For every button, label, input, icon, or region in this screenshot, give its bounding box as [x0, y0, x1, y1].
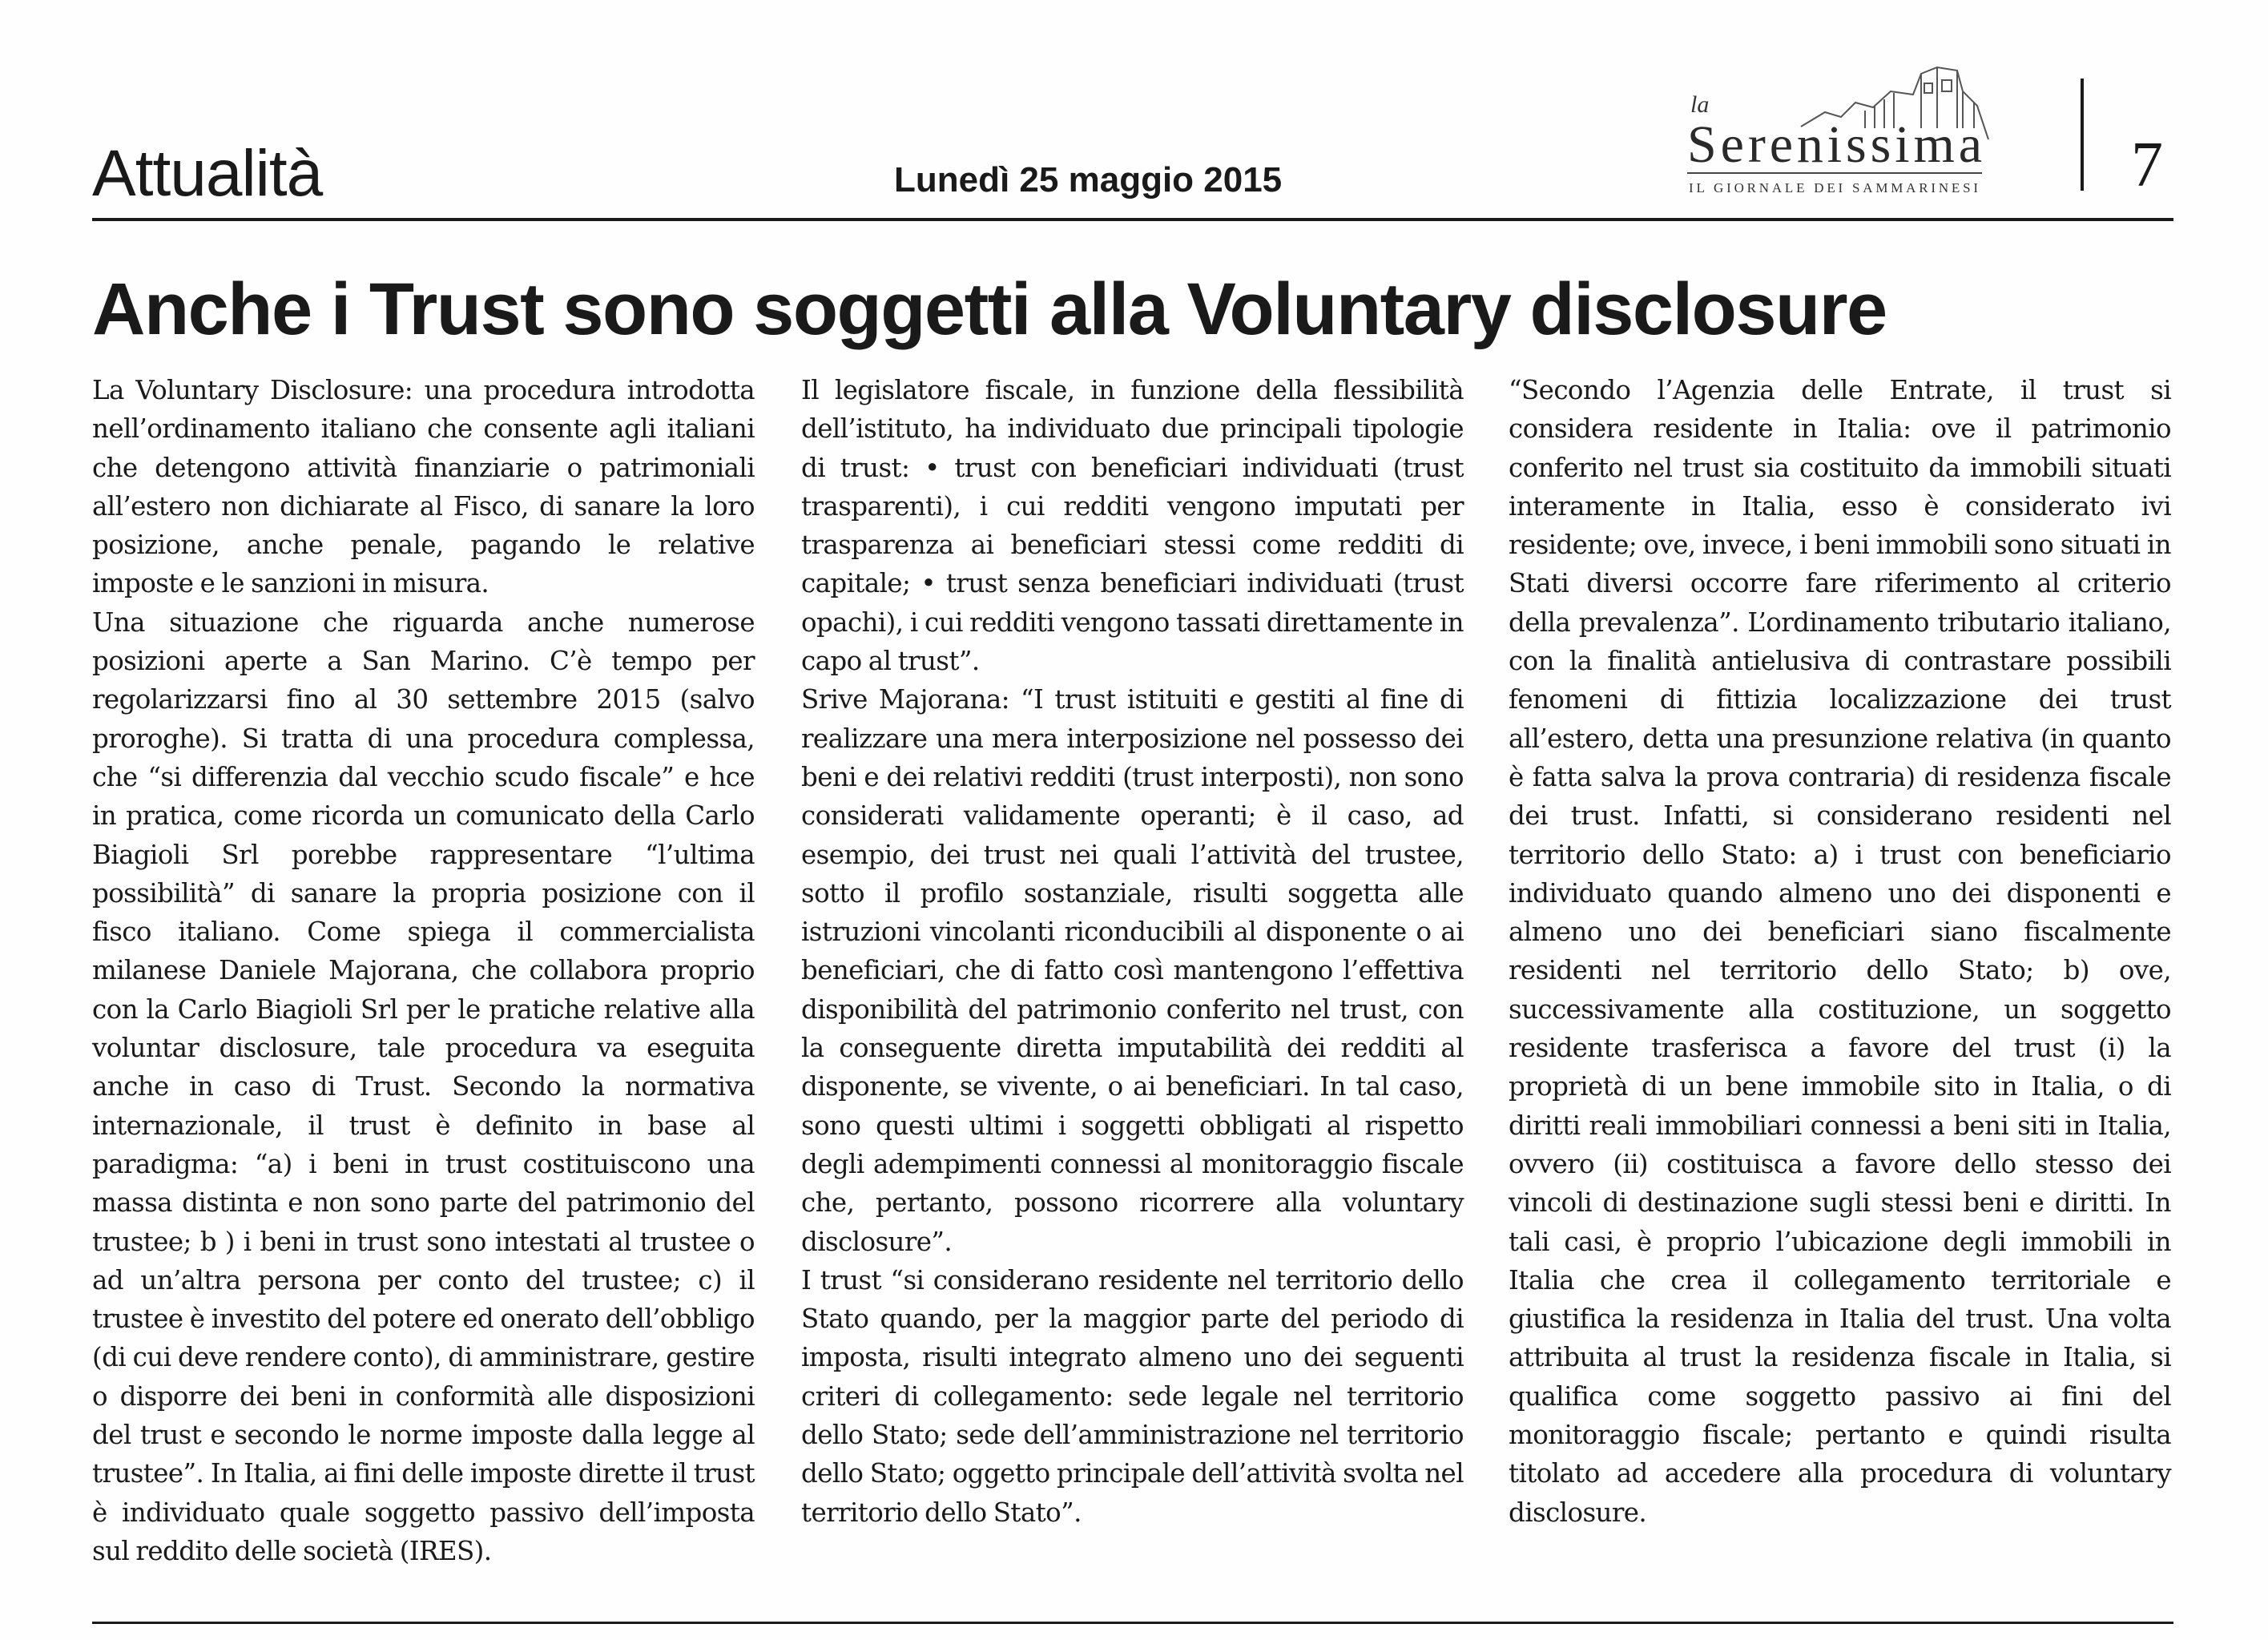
article-column-3 [1509, 371, 2171, 1532]
issue-date: Lunedì 25 maggio 2015 [894, 160, 1283, 199]
logo-graphic [1681, 59, 1990, 202]
article-headline: Anche i Trust sono soggetti alla Voluntary disclosure [92, 268, 1887, 350]
paragraph: La Voluntary Disclosure: una procedura introdotta nell’ordinamento italiano che consente agli italiani che detengono attività finanziarie o patrimoniali all’estero non dichiarate al Fisco, di sanare la loro posizione, anche penale, pagando le relative imposte e le sanzioni in misura. [92, 375, 755, 599]
header-divider [2081, 79, 2084, 191]
header-rule [92, 218, 2173, 221]
logo-prefix: la [1690, 91, 1710, 118]
masthead-logo [1681, 59, 1990, 202]
logo-tagline: IL GIORNALE DEI SAMMARINESI [1689, 180, 1979, 195]
paragraph: “Secondo l’Agenzia delle Entrate, il trust si considera residente in Italia: ove il patrimonio conferito nel trust sia costituito da immobili situati interamente in Italia, esso è considerato ivi residente; ove, invece, i beni immobili sono situati in Stati diversi occorre fare riferimento al criterio della prevalenza”. L’ordinamento tributario italiano, con la finalità antielusiva di contrastare possibili fenomeni di fittizia localizzazione dei trust all’estero, detta una presunzione relativa (in quanto è fatta salva la prova contraria) di residenza fiscale dei trust. Infatti, si considerano residenti nel territorio dello Stato: a) i trust con beneficiario individuato quando almeno uno dei disponenti e almeno uno dei beneficiari siano fiscalmente residenti nel territorio dello Stato; b) ove, successivamente alla costituzione, un soggetto residente trasferisca a favore del trust (i) la proprietà di un bene immobile sito in Italia, o di diritti reali immobiliari connessi a beni siti in Italia, ovvero (ii) costituisca a favore dello stesso dei vincoli di destinazione sugli stessi beni e diritti. In tali casi, è proprio l’ubicazione degli immobili in Italia che crea il collegamento territoriale e giustifica la residenza in Italia del trust. Una volta attribuita al trust la residenza fiscale in Italia, si qualifica come soggetto passivo ai fini del monitoraggio fiscale; pertanto e quindi risulta titolato ad accedere alla procedura di voluntary disclosure. [1509, 375, 2171, 1528]
paragraph: Una situazione che riguarda anche numerose posizioni aperte a San Marino. C’è tempo per regolarizzarsi fino al 30 settembre 2015 (salvo proroghe). Si tratta di una procedura complessa, che “si differenzia dal vecchio scudo fiscale” e hce in pratica, come ricorda un comunicato della Carlo Biagioli Srl porebbe rappresentare “l’ultima possibilità” di sanare la propria posizione con il fisco italiano. Come spiega il commercialista milanese Daniele Majorana, che collabora proprio con la Carlo Biagioli Srl per le pratiche relative alla voluntar disclosure, tale procedura va eseguita anche in caso di Trust. Secondo la normativa internazionale, il trust è definito in base al paradigma: “a) i beni in trust costituiscono una massa distinta e non sono parte del patrimonio del trustee; b ) i beni in trust sono intestati al trustee o ad un’altra persona per conto del trustee; c) il trustee è investito del potere ed onerato dell’obbligo (di cui deve rendere conto), di amministrare, gestire o disporre dei beni in conformità alle disposizioni del trust e secondo le norme imposte dalla legge al trustee”. In Italia, ai fini delle imposte dirette il trust è individuato quale soggetto passivo dell’imposta sul reddito delle società (IRES). [92, 606, 755, 1566]
paragraph: Il legislatore fiscale, in funzione della flessibilità dell’istituto, ha individuato due principali tipologie di trust: • trust con beneficiari individuati (trust trasparenti), i cui redditi vengono imputati per trasparenza ai beneficiari stessi come redditi di capitale; • trust senza beneficiari individuati (trust opachi), i cui redditi vengono tassati direttamente in capo al trust”. [801, 375, 1464, 677]
footer-rule [92, 1622, 2173, 1624]
paragraph: Srive Majorana: “I trust istituiti e gestiti al fine di realizzare una mera interposizione nel possesso dei beni e dei relativi redditi (trust interposti), non sono considerati validamente operanti; è il caso, ad esempio, dei trust nei quali l’attività del trustee, sotto il profilo sostanziale, risulti soggetta alle istruzioni vincolanti riconducibili al disponente o ai beneficiari, che di fatto così mantengono l’effettiva disponibilità del patrimonio conferito nel trust, con la conseguente diretta imputabilità dei redditi al disponente, se vivente, o ai beneficiari. In tal caso, sono questi ultimi i soggetti obbligati al rispetto degli adempimenti connessi al monitoraggio fiscale che, pertanto, possono ricorrere alla voluntary disclosure”. [801, 684, 1464, 1257]
article-column-2 [801, 371, 1464, 1532]
page-number: 7 [2131, 130, 2163, 200]
section-title: Attualità [92, 137, 323, 210]
article-column-1 [92, 371, 755, 1570]
paragraph: I trust “si considerano residente nel territorio dello Stato quando, per la maggior parte del periodo di imposta, risulti integrato almeno uno dei seguenti criteri di collegamento: sede legale nel territorio dello Stato; sede dell’amministrazione nel territorio dello Stato; oggetto principale dell’attività svolta nel territorio dello Stato”. [801, 1264, 1464, 1528]
logo-name: Serenissima [1687, 115, 1982, 174]
